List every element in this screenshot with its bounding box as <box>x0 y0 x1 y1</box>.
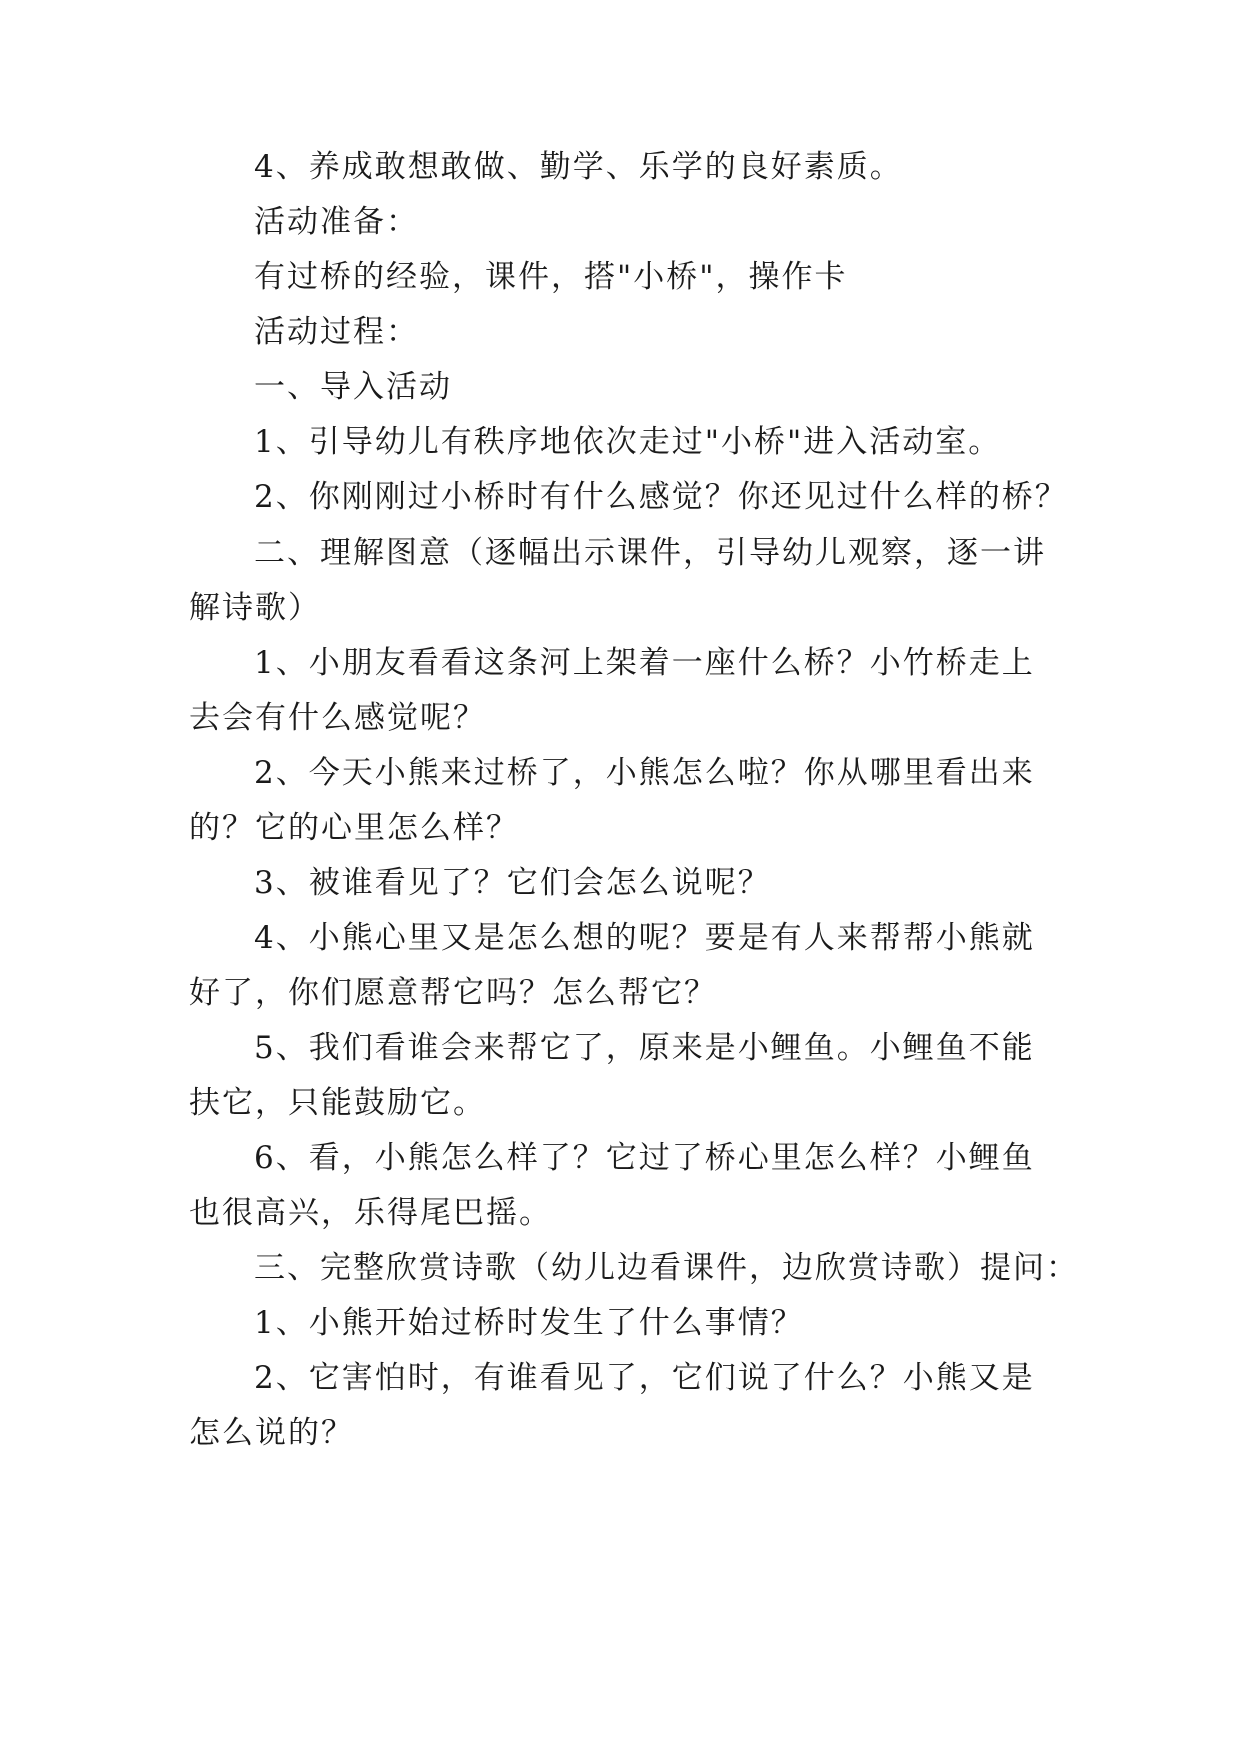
paragraph-line: 1、引导幼儿有秩序地依次走过"小桥"进入活动室。 <box>254 424 1002 460</box>
paragraph-line: 4、养成敢想敢做、勤学、乐学的良好素质。 <box>254 149 903 185</box>
section-heading-cont: 解诗歌） <box>189 590 321 626</box>
section-heading: 三、完整欣赏诗歌（幼儿边看课件，边欣赏诗歌）提问： <box>254 1250 1079 1286</box>
paragraph-line: 6、看，小熊怎么样了？它过了桥心里怎么样？小鲤鱼 <box>254 1140 1035 1176</box>
paragraph-line: 2、你刚刚过小桥时有什么感觉？你还见过什么样的桥？ <box>254 479 1068 515</box>
paragraph-line: 2、它害怕时，有谁看见了，它们说了什么？小熊又是 <box>254 1360 1035 1396</box>
paragraph-line: 4、小熊心里又是怎么想的呢？要是有人来帮帮小熊就 <box>254 920 1035 956</box>
paragraph-line-cont: 去会有什么感觉呢？ <box>189 700 486 736</box>
paragraph-line: 2、今天小熊来过桥了，小熊怎么啦？你从哪里看出来 <box>254 755 1035 791</box>
paragraph-line-cont: 怎么说的？ <box>189 1415 354 1451</box>
paragraph-line-cont: 的？它的心里怎么样？ <box>189 810 519 846</box>
paragraph-line-cont: 扶它，只能鼓励它。 <box>189 1085 486 1121</box>
paragraph-line-cont: 好了，你们愿意帮它吗？怎么帮它？ <box>189 975 717 1011</box>
paragraph-line: 活动过程： <box>254 314 419 350</box>
paragraph-line: 5、我们看谁会来帮它了，原来是小鲤鱼。小鲤鱼不能 <box>254 1030 1035 1066</box>
paragraph-line: 有过桥的经验，课件，搭"小桥"，操作卡 <box>254 259 848 295</box>
paragraph-line: 1、小熊开始过桥时发生了什么事情？ <box>254 1305 804 1341</box>
paragraph-line-cont: 也很高兴，乐得尾巴摇。 <box>189 1195 552 1231</box>
section-heading: 二、理解图意（逐幅出示课件，引导幼儿观察，逐一讲 <box>254 535 1046 571</box>
paragraph-line: 3、被谁看见了？它们会怎么说呢？ <box>254 865 771 901</box>
section-heading: 一、导入活动 <box>254 369 452 405</box>
paragraph-line: 活动准备： <box>254 204 419 240</box>
paragraph-line: 1、小朋友看看这条河上架着一座什么桥？小竹桥走上 <box>254 645 1035 681</box>
